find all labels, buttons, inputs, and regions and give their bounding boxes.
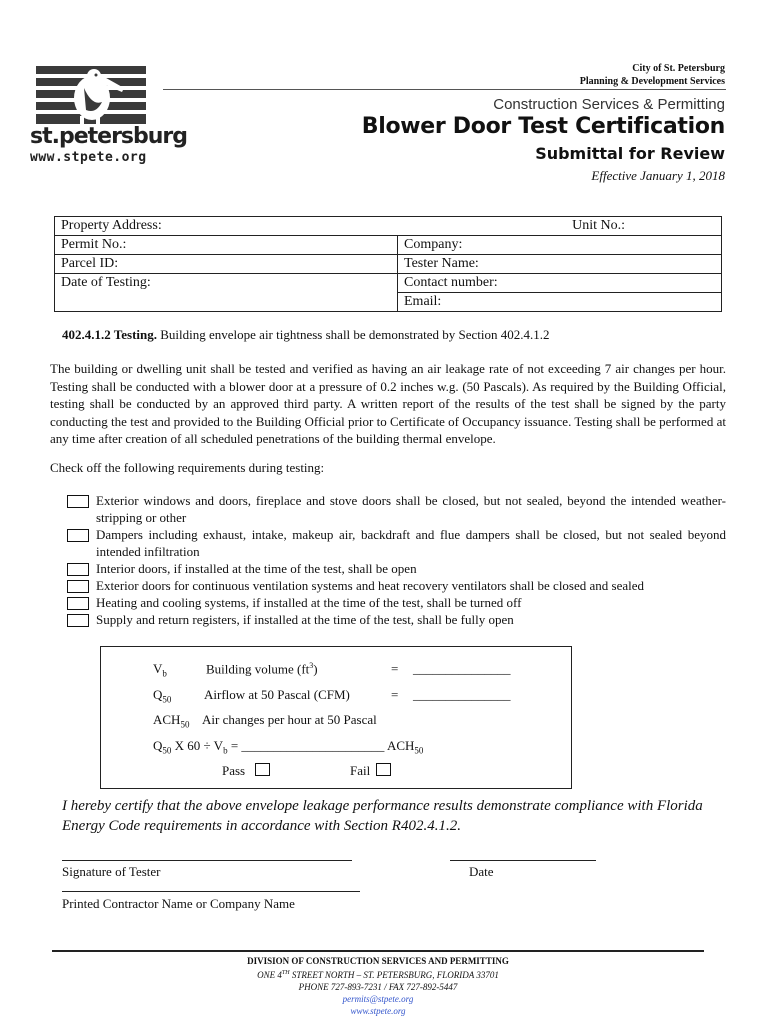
footer [52, 955, 704, 1017]
requirement-checkbox[interactable] [67, 614, 89, 627]
parcel-id-field[interactable] [55, 255, 398, 274]
requirements-checklist [66, 492, 726, 628]
footer-website-link[interactable]: www.stpete.org [350, 1006, 406, 1016]
pass-checkbox[interactable] [255, 763, 270, 776]
table-row [55, 255, 722, 274]
date-of-testing-field[interactable] [55, 274, 398, 312]
effective-date: Effective January 1, 2018 [591, 168, 725, 183]
fail-checkbox[interactable] [376, 763, 391, 776]
requirement-checkbox[interactable] [67, 563, 89, 576]
logo-wordmark: st.petersburg [30, 124, 188, 149]
q50-label: Airflow at 50 Pascal (CFM) [204, 687, 350, 702]
printed-name-line[interactable] [62, 891, 360, 892]
vb-label: Building volume $(ft^3)$ [206, 661, 318, 677]
section-number: 402.4.1.2 Testing. [62, 327, 157, 342]
footer-address: ONE 4TH STREET NORTH – ST. PETERSBURG, FLORIDA 33701 [257, 970, 499, 980]
list-item [66, 594, 726, 611]
property-address-field[interactable] [55, 217, 722, 236]
requirement-text: Dampers including exhaust, intake, makeup air, backdraft and flue dampers shall be closed, but not sealed beyond intended infiltration [96, 527, 726, 559]
requirement-text: Interior doors, if installed at the time of the test, shall be open [96, 561, 417, 576]
email-label: Email: [404, 294, 442, 309]
pelican-logo [36, 66, 146, 124]
tester-signature-line[interactable] [62, 860, 352, 861]
email-field[interactable] [398, 293, 722, 312]
planning-name: Planning & Development Services [579, 76, 725, 87]
company-field[interactable] [398, 236, 722, 255]
footer-phone: PHONE 727-893-7231 / FAX 727-892-5447 [298, 982, 458, 992]
city-header [580, 62, 725, 88]
contact-number-field[interactable] [398, 274, 722, 293]
ach-label: Air changes per hour at 50 Pascal [202, 712, 377, 727]
checklist-intro: Check off the following requirements during testing: [50, 460, 325, 475]
page-title: Blower Door Test Certification [361, 114, 725, 139]
property-address-label: Property Address: [61, 218, 162, 233]
vb-symbol: $V_b$ [153, 661, 167, 679]
date-of-testing-label: Date of Testing: [61, 275, 151, 290]
date-label: Date [469, 864, 494, 879]
formula: $Q_{50}$ X $60 \div V_b$ = ______________________ $ACH_{50}$ [153, 738, 424, 756]
list-item [66, 560, 726, 577]
requirement-checkbox[interactable] [67, 529, 89, 542]
tester-signature-label: Signature of Tester [62, 864, 161, 879]
city-name: City of St. Petersburg [632, 63, 725, 74]
q50-equals: = [391, 687, 399, 702]
fail-option[interactable] [350, 763, 391, 779]
table-row [55, 217, 722, 236]
table-row [55, 274, 722, 293]
requirement-text: Exterior windows and doors, fireplace and stove doors shall be closed, but not sealed, beyond the intended weather-stripping or other [96, 493, 726, 525]
unit-no-label: Unit No.: [572, 218, 625, 233]
company-label: Company: [404, 237, 463, 252]
requirement-text: Exterior doors for continuous ventilation systems and heat recovery ventilators shall be closed and sealed [96, 578, 645, 593]
list-item [66, 526, 726, 560]
printed-name-label: Printed Contractor Name or Company Name [62, 896, 295, 911]
requirement-text: Supply and return registers, if installed at the time of the test, shall be fully open [96, 612, 514, 627]
testing-paragraph: The building or dwelling unit shall be tested and verified as having an air leakage rate of not exceeding 7 air changes per hour. Testing shall be conducted with a blower door at a pressure of 0.2 inches w.g. (50 Pascals). As required by the Building Official, testing shall be conducted by an approved third party. A written report of the results of the test shall be signed by the party conducting the test and provided to the Building Official prior to Certificate of Occupancy issuance. Testing shall be performed at any time after creation of all scheduled penetrations of the building thermal envelope. [50, 361, 726, 446]
list-item [66, 611, 726, 628]
tester-name-field[interactable] [398, 255, 722, 274]
department-name: Construction Services & Permitting [493, 96, 725, 113]
ach-result-input[interactable]: ______________________ [241, 738, 385, 753]
footer-division: DIVISION OF CONSTRUCTION SERVICES AND PERMITTING [247, 956, 509, 966]
page-subtitle: Submittal for Review [535, 144, 725, 163]
requirement-text: Heating and cooling systems, if installed at the time of the test, shall be turned off [96, 595, 522, 610]
ach-symbol: $ACH_{50}$ [153, 712, 190, 730]
pass-label: Pass [222, 763, 246, 778]
parcel-id-label: Parcel ID: [61, 256, 119, 271]
list-item [66, 577, 726, 594]
section-heading [62, 327, 549, 343]
footer-email-link[interactable]: permits@stpete.org [342, 994, 414, 1004]
date-line[interactable] [450, 860, 596, 861]
calculation-box [100, 646, 572, 789]
requirement-checkbox[interactable] [67, 580, 89, 593]
property-info-table [54, 216, 722, 312]
list-item [66, 492, 726, 526]
q50-input[interactable]: _______________ [413, 687, 511, 702]
contact-number-label: Contact number: [404, 275, 498, 290]
footer-rule [52, 950, 704, 952]
requirement-checkbox[interactable] [67, 597, 89, 610]
permit-no-field[interactable] [55, 236, 398, 255]
requirement-checkbox[interactable] [67, 495, 89, 508]
q50-symbol: $Q_{50}$ [153, 687, 172, 705]
fail-label: Fail [350, 763, 371, 778]
pass-option[interactable] [222, 763, 270, 779]
table-row [55, 236, 722, 255]
tester-name-label: Tester Name: [404, 256, 479, 271]
logo-url: www.stpete.org [30, 150, 147, 165]
vb-input[interactable]: _______________ [413, 661, 511, 676]
section-text: Building envelope air tightness shall be demonstrated by Section 402.4.1.2 [157, 327, 550, 342]
certification-statement: I hereby certify that the above envelope leakage performance results demonstrate compliance with Florida Energy Code requirements in accordance with Section R402.4.1.2. [62, 798, 703, 834]
header-rule [163, 89, 726, 90]
permit-no-label: Permit No.: [61, 237, 127, 252]
vb-equals: = [391, 661, 399, 676]
